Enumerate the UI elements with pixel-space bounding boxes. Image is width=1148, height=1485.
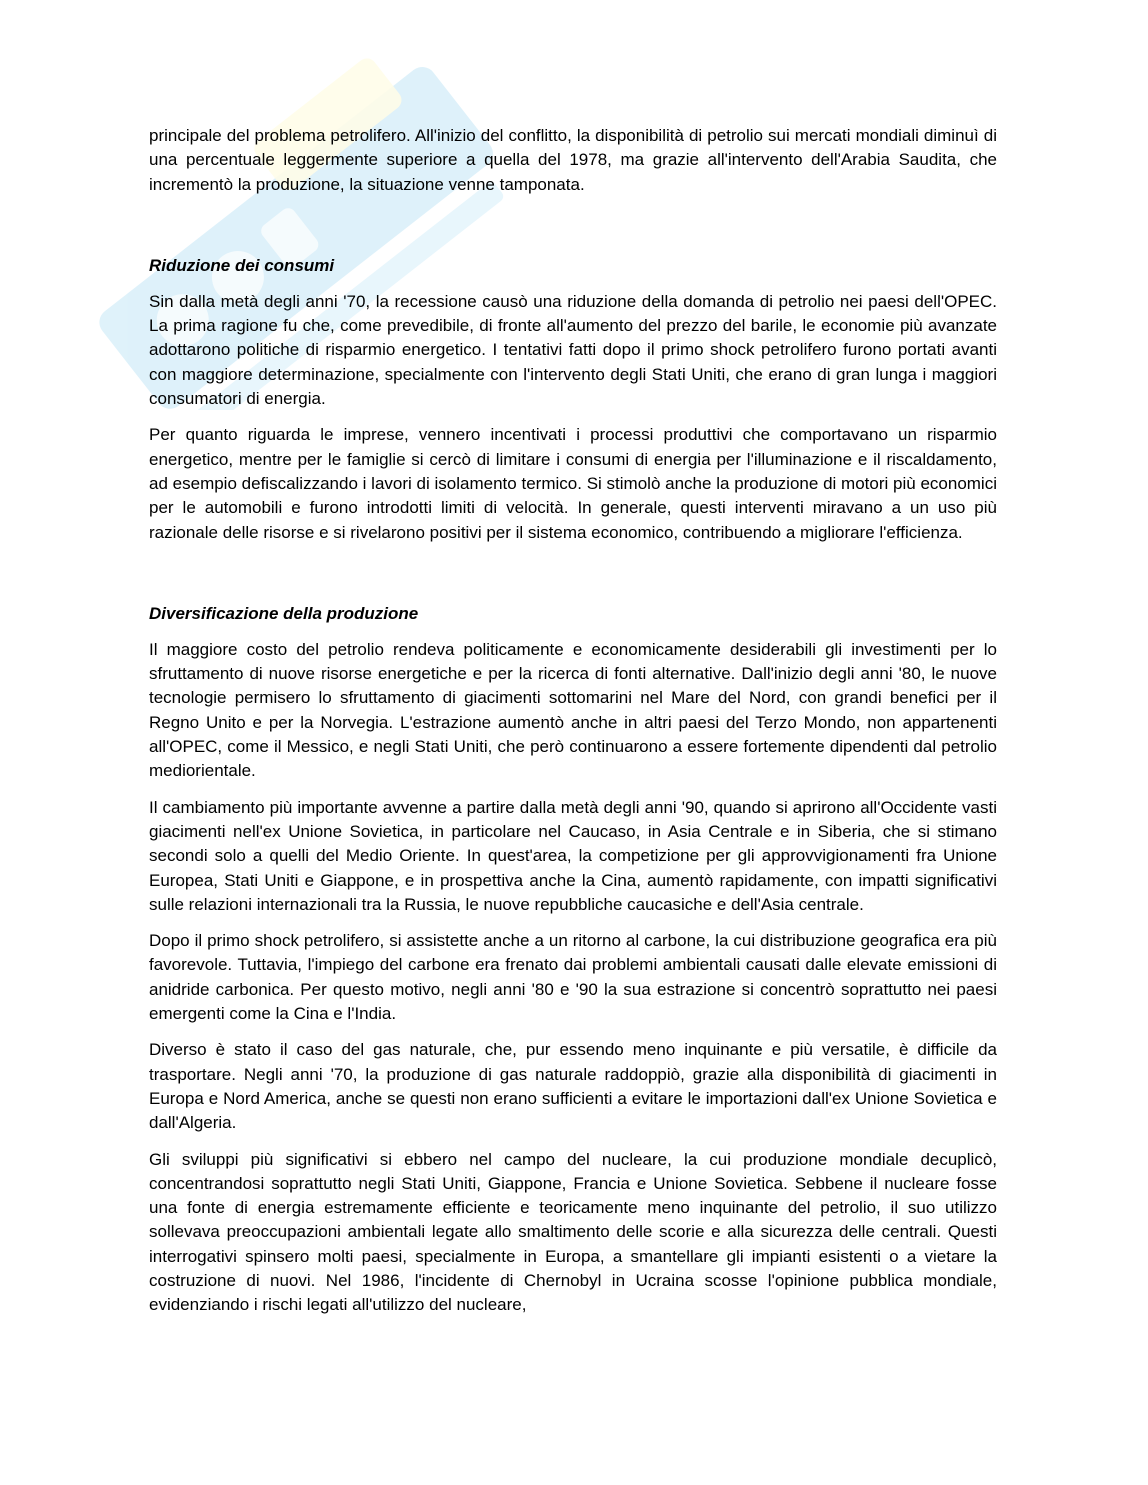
section-riduzione-consumi [149, 254, 997, 545]
paragraph: Gli sviluppi più significativi si ebbero nel campo del nucleare, la cui produzione mondiale decuplicò, concentrandosi soprattutto negli Stati Uniti, Giappone, Francia e Unione Sovietica. Sebbene il nucleare fosse una fonte di energia estremamente efficiente e teoricamente meno inquinante del petrolio, il suo utilizzo sollevava preoccupazioni ambientali legate allo smaltimento delle scorie e alla sicurezza delle centrali. Questi interrogativi spinsero molti paesi, specialmente in Europa, a smantellare gli impianti esistenti o a vietare la costruzione di nuovi. Nel 1986, l'incidente di Chernobyl in Ucraina scosse l'opinione pubblica mondiale, evidenziando i rischi legati all'utilizzo del nucleare, [149, 1149, 997, 1315]
section-diversificazione-produzione [149, 602, 997, 1318]
paragraph: Per quanto riguarda le imprese, vennero incentivati i processi produttivi che comportavano un risparmio energetico, mentre per le famiglie si cercò di limitare i consumi di energia per l'illuminazione e il riscaldamento, ad esempio defiscalizzando i lavori di isolamento termico. Si stimolò anche la produzione di motori più economici per le automobili e furono introdotti limiti di velocità. In generale, questi interventi miravano a un uso più razionale delle risorse e si rivelarono positivi per il sistema economico, contribuendo a migliorare l'efficienza. [149, 425, 997, 542]
document-body [149, 124, 997, 1318]
paragraph: Diverso è stato il caso del gas naturale, che, pur essendo meno inquinante e più versatile, è difficile da trasportare. Negli anni '70, la produzione di gas naturale raddoppiò, grazie alla disponibilità di giacimenti in Europa e Nord America, anche se questi non erano sufficienti a evitare le importazioni dall'ex Unione Sovietica e dall'Algeria. [149, 1040, 997, 1133]
intro-paragraph: principale del problema petrolifero. All'inizio del conflitto, la disponibilità di petrolio sui mercati mondiali diminuì di una percentuale leggermente superiore a quella del 1978, ma grazie all'intervento dell'Arabia Saudita, che incrementò la produzione, la situazione venne tamponata. [149, 126, 997, 194]
paragraph: Il maggiore costo del petrolio rendeva politicamente e economicamente desiderabili gli investimenti per lo sfruttamento di nuove risorse energetiche e per la ricerca di fonti alternative. Dall'inizio degli anni '80, le nuove tecnologie permisero lo sfruttamento di giacimenti sottomarini nel Mare del Nord, con grandi benefici per il Regno Unito e per la Norvegia. L'estrazione aumentò anche in altri paesi del Terzo Mondo, non appartenenti all'OPEC, come il Messico, e negli Stati Uniti, che però continuarono a essere fortemente dipendenti dal petrolio mediorientale. [149, 639, 997, 781]
section-heading: Riduzione dei consumi [149, 255, 335, 275]
paragraph: Dopo il primo shock petrolifero, si assistette anche a un ritorno al carbone, la cui distribuzione geografica era più favorevole. Tuttavia, l'impiego del carbone era frenato dai problemi ambientali causati dalle elevate emissioni di anidride carbonica. Per questo motivo, negli anni '80 e '90 la sua estrazione si concentrò soprattutto nei paesi emergenti come la Cina e l'India. [149, 931, 997, 1024]
paragraph: Sin dalla metà degli anni '70, la recessione causò una riduzione della domanda di petrolio nei paesi dell'OPEC. La prima ragione fu che, come prevedibile, di fronte all'aumento del prezzo del barile, le economie più avanzate adottarono politiche di risparmio energetico. I tentativi fatti dopo il primo shock petrolifero furono portati avanti con maggiore determinazione, specialmente con l'intervento degli Stati Uniti, che erano di gran lunga i maggiori consumatori di energia. [149, 291, 997, 409]
paragraph: Il cambiamento più importante avvenne a partire dalla metà degli anni '90, quando si aprirono all'Occidente vasti giacimenti nell'ex Unione Sovietica, in particolare nel Caucaso, in Asia Centrale e in Siberia, che si stimano secondi solo a quelli del Medio Oriente. In quest'area, la competizione per gli approvvigionamenti fra Unione Europea, Stati Uniti e Giappone, e in prospettiva anche la Cina, aumentò rapidamente, con impatti significativi sulle relazioni internazionali tra la Russia, le nuove repubbliche caucasiche e dell'Asia centrale. [149, 797, 997, 914]
section-heading: Diversificazione della produzione [149, 603, 419, 623]
